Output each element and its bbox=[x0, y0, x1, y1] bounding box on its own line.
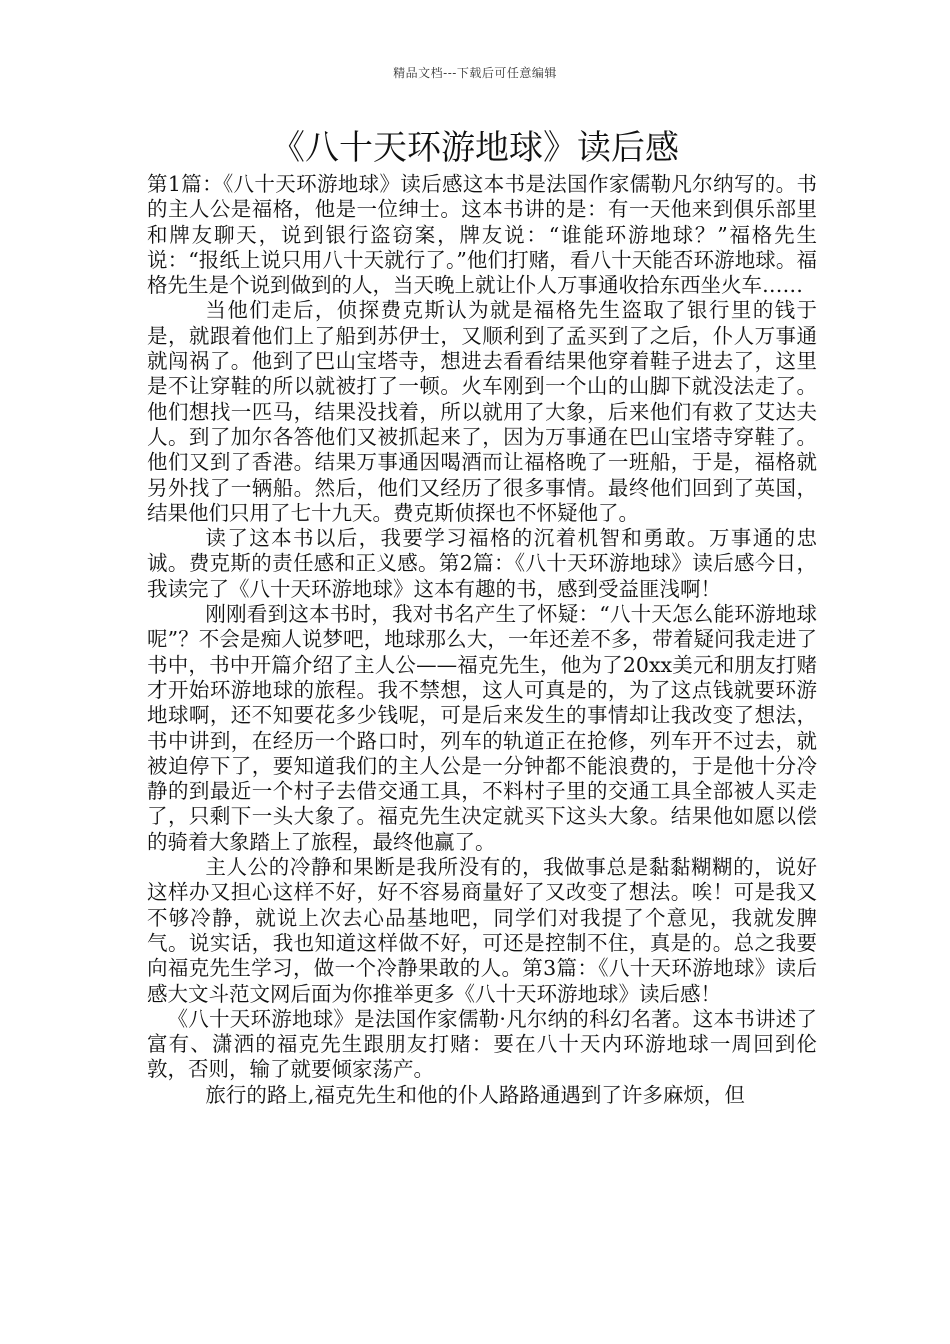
paragraph-1: 第1篇：《八十天环游地球》读后感这本书是法国作家儒勒凡尔纳写的。书的主人公是福格，他是一位绅士。这本书讲的是：有一天他来到俱乐部里和牌友聊天，说到银行盗窃案，牌友说：“谁能环游地球？”福格先生说：“报纸上说只用八十天就行了。”他们打赌，看八十天能否环游地球。福格先生是个说到做到的人，当天晚上就让仆人万事通收拾东西坐火车…… bbox=[147, 172, 817, 298]
paragraph-2: 当他们走后，侦探费克斯认为就是福格先生盗取了银行里的钱于是，就跟着他们上了船到苏伊士，又顺利到了孟买到了之后，仆人万事通就闯祸了。他到了巴山宝塔寺，想进去看看结果他穿着鞋子进去了，这里是不让穿鞋的所以就被打了一顿。火车刚到一个山的山脚下就没法走了。他们想找一匹马，结果没找着，所以就用了大象，后来他们有救了艾达夫人。到了加尔各答他们又被抓起来了，因为万事通在巴山宝塔寺穿鞋了。他们又到了香港。结果万事通因喝酒而让福格晚了一班船，于是，福格就另外找了一辆船。然后，他们又经历了很多事情。最终他们回到了英国，结果他们只用了七十九天。费克斯侦探也不怀疑他了。 bbox=[147, 298, 817, 525]
paragraph-5: 主人公的冷静和果断是我所没有的，我做事总是黏黏糊糊的，说好这样办又担心这样不好，好不容易商量好了又改变了想法。唉！可是我又不够冷静，就说上次去心品基地吧，同学们对我提了个意见，我就发脾气。说实话，我也知道这样做不好，可还是控制不住，真是的。总之我要向福克先生学习，做一个冷静果敢的人。第3篇：《八十天环游地球》读后感大文斗范文网后面为你推举更多《八十天环游地球》读后感！ bbox=[147, 855, 817, 1006]
document-body bbox=[147, 172, 817, 1108]
header-note: 精品文档---下载后可任意编辑 bbox=[393, 66, 557, 80]
paragraph-6: 《八十天环游地球》是法国作家儒勒·凡尔纳的科幻名著。这本书讲述了富有、潇洒的福克先生跟朋友打赌：要在八十天内环游地球一周回到伦敦，否则，输了就要倾家荡产。 bbox=[147, 1006, 817, 1082]
paragraph-7: 旅行的路上,福克先生和他的仆人路路通遇到了许多麻烦，但 bbox=[205, 1082, 745, 1107]
document-title: 《八十天环游地球》读后感 bbox=[271, 128, 679, 168]
paragraph-3: 读了这本书以后，我要学习福格的沉着机智和勇敢。万事通的忠诚。费克斯的责任感和正义感。第2篇：《八十天环游地球》读后感今日，我读完了《八十天环游地球》这本有趣的书，感到受益匪浅啊！ bbox=[147, 526, 817, 601]
paragraph-4: 刚刚看到这本书时，我对书名产生了怀疑：“八十天怎么能环游地球呢”？不会是痴人说梦吧，地球那么大，一年还差不多，带着疑问我走进了书中，书中开篇介绍了主人公——福克先生，他为了20xx美元和朋友打赌才开始环游地球的旅程。我不禁想，这人可真是的，为了这点钱就要环游地球啊，还不知要花多少钱呢，可是后来发生的事情却让我改变了想法，书中讲到，在经历一个路口时，列车的轨道正在抢修，列车开不过去，就被迫停下了，要知道我们的主人公是一分钟都不能浪费的，于是他十分冷静的到最近一个村子去借交通工具，不料村子里的交通工具全部被人买走了，只剩下一头大象了。福克先生决定就买下这头大象。结果他如愿以偿的骑着大象踏上了旅程，最终他赢了。 bbox=[147, 602, 817, 854]
